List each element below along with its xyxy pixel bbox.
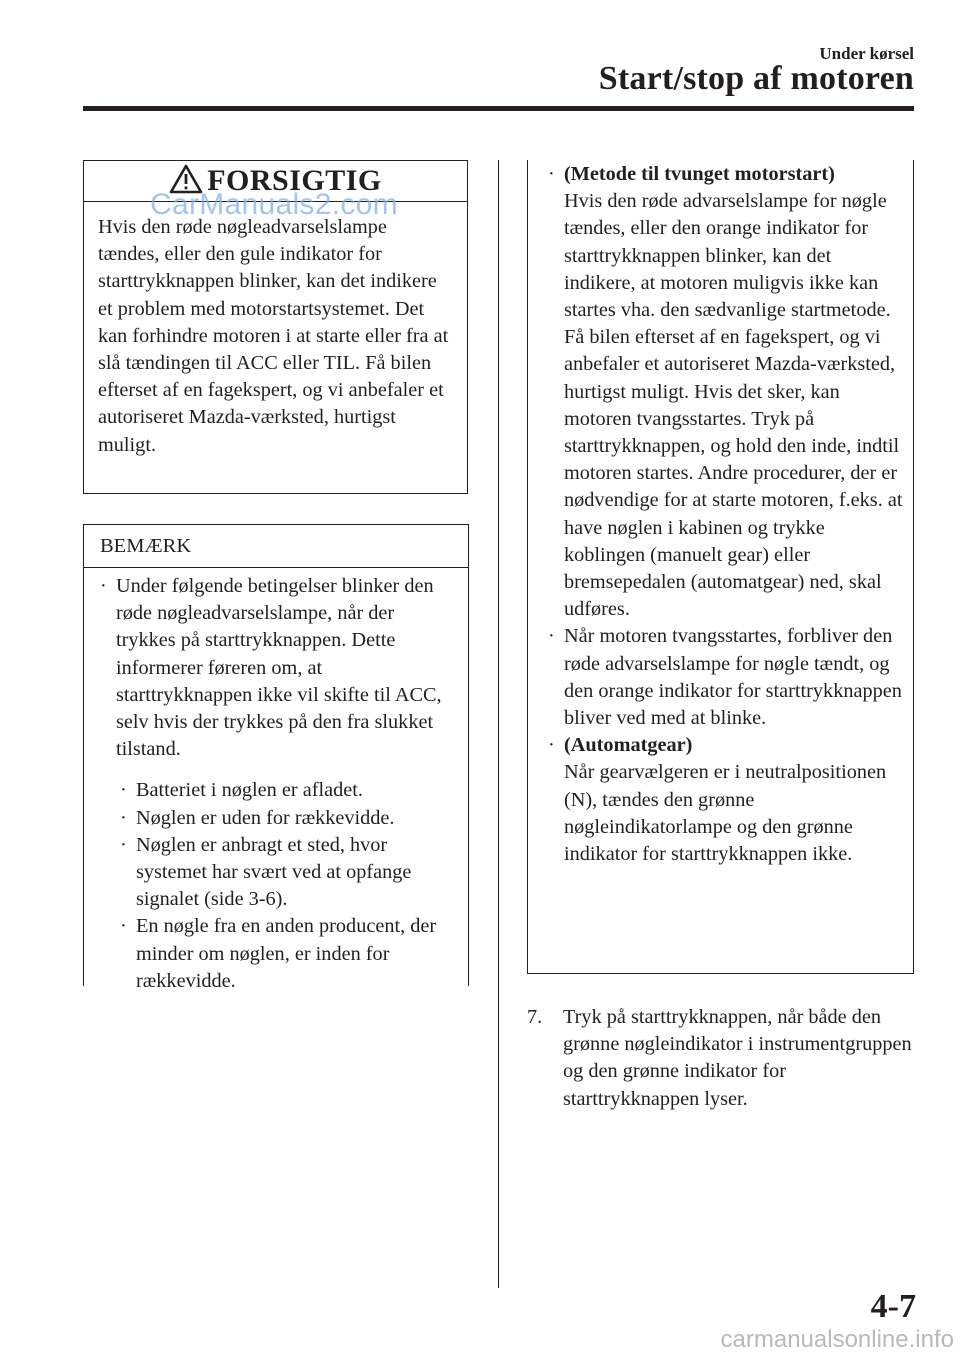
list-item: [548, 161, 903, 623]
item-text: Hvis den røde advarselslampe for nøgle tændes, eller den orange indikator for starttrykknappen blinker, kan det indikere, at motoren muligvis ikke kan startes vha. den sædvanlige startmetode. Få bilen efterset af en fagekspert, og vi anbefaler et autoriseret Mazda-værksted, hurtigst muligt. Hvis det sker, kan motoren tvangsstartes. Tryk på starttrykknappen, og hold den inde, indtil motoren startes. Andre procedurer, der er nødvendige for at starte motoren, f.eks. at have nøglen i kabinen og trykke koblingen (manuelt gear) eller bremsepedalen (automatgear) ned, skal udføres.: [564, 190, 903, 621]
bullet-dot-icon: ·: [120, 779, 127, 802]
note-title: BEMÆRK: [100, 534, 192, 557]
item-text: Når gearvælgeren er i neutralpositionen (N), tændes den grønne nøgleindikatorlampe og den grønne indikator for starttrykknappen ikke.: [564, 761, 887, 866]
step-number: 7.: [527, 1006, 543, 1028]
header-rule: [83, 106, 914, 111]
note-sub-bullet: · En nøgle fra en anden producent, der minder om nøglen, er inden for rækkevidde.: [120, 915, 437, 992]
bullet-dot-icon: ·: [100, 575, 107, 597]
bullet-dot-icon: ·: [548, 163, 555, 185]
step-7: [527, 1004, 917, 1113]
note-sub-bullet: · Nøglen er anbragt et sted, hvor systemet har svært ved at opfange signalet (side 3-6).: [120, 833, 412, 911]
note-box-continued: [527, 160, 914, 974]
caution-title: FORSIGTIG: [207, 164, 382, 197]
list-item: [548, 732, 903, 868]
bullet-dot-icon: ·: [548, 625, 555, 648]
page-title: Start/stop af motoren: [598, 60, 914, 97]
list-item: [548, 623, 903, 732]
item-heading: (Metode til tvunget motorstart): [564, 163, 835, 185]
bullet-dot-icon: ·: [120, 915, 127, 938]
note-bullet: · Under følgende betingelser blinker den røde nøgleadvarselslampe, når der trykkes på starttrykknappen. Dette informerer føreren om, at starttrykknappen ikke vil skifte til ACC, selv hvis der trykkes på den fra slukket tilstand.: [100, 575, 442, 761]
caution-text: Hvis den røde nøgleadvarselslampe tændes, eller den gule indikator for starttrykknappen blinker, kan det indikere et problem med motorstartsystemet. Det kan forhindre motoren i at starte eller fra at slå tændingen til ACC eller TIL. Få bilen efterset af en fagekspert, og vi anbefaler et autoriseret Mazda-værksted, hurtigst muligt.: [98, 216, 449, 456]
note-sub-bullet: · Nøglen er uden for rækkevidde.: [120, 805, 458, 832]
page-number: 4-7: [870, 1288, 916, 1325]
note-box: [83, 524, 469, 992]
note-header: [84, 525, 468, 568]
note-sub-bullet: · Batteriet i nøglen er afladet.: [120, 777, 458, 804]
item-heading: (Automatgear): [564, 734, 693, 757]
item-text: Når motoren tvangsstartes, forbliver den røde advarselslampe for nøgle tændt, og den orange indikator for starttrykknappen bliver ved med at blinke.: [564, 625, 902, 730]
column-divider: [498, 160, 499, 1288]
step-text: Tryk på starttrykknappen, når både den grønne nøgleindikator i instrumentgruppen og den grønne indikator for starttrykknappen lyser.: [563, 1006, 912, 1110]
bullet-dot-icon: ·: [120, 833, 127, 856]
bullet-dot-icon: ·: [120, 806, 127, 829]
section-label: Under kørsel: [819, 44, 914, 63]
footer-watermark: carmanualsonline.info: [720, 1326, 954, 1353]
bullet-dot-icon: ·: [548, 734, 555, 757]
watermark-logo: CarManuals2.com: [150, 188, 398, 221]
